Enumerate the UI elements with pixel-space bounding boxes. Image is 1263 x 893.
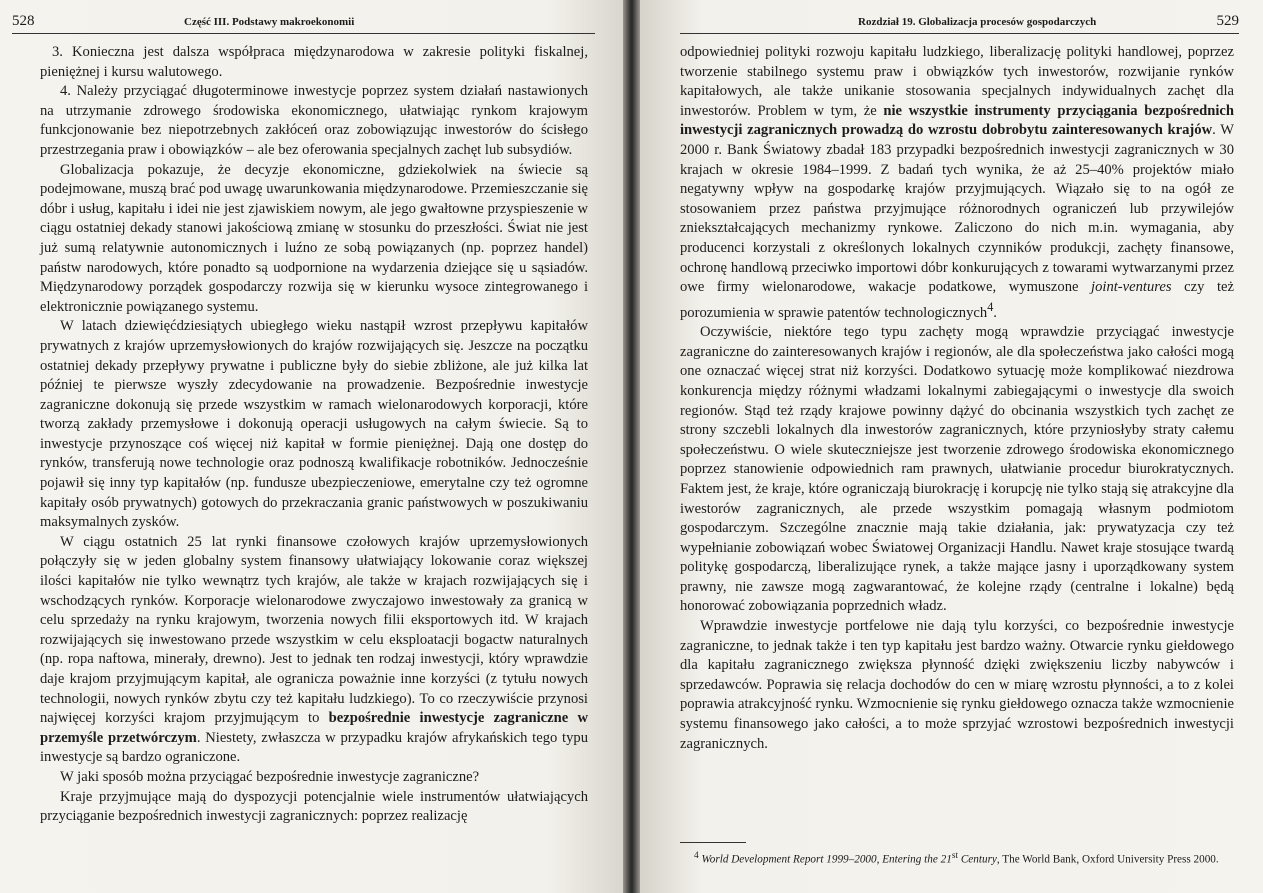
text-run: W latach dziewięćdziesiątych ubiegłego wieku nastąpił wzrost przepływu kapitałów prywatnych z krajów uprzemysłowionych do krajów rozwijających się. Jeszcze na początku ostatniej dekady przepływy prywatne i publiczne były do siebie zbliżone, ale już kilka lat później te pierwsze wyszły zdecydowanie na prowadzenie. Bezpośrednie inwestycje zagraniczne dokonują się przede wszystkim w ramach wielonarodowych korporacji, które tworzą zakłady przemysłowe i dokonują operacji usługowych na całym świecie. Są to inwestycje przynoszące coś więcej niż kapitał w formie pieniężnej. Dają one dostęp do rynków, transferują nowe technologie oraz podnoszą kwalifikacje robotników. Jednocześnie pojawił się inny typ kapitałów (np. fundusze ubezpieczeniowe, emerytalne czy też ogromne kapitały osób prywatnych) gotowych do przekraczania granic państwowych w poszukiwaniu maksymalnych zysków. [40,318,588,531]
text-run: odpowiedniej polityki rozwoju kapitału ludzkiego, liberalizację polityki handlowej, poprzez tworzenie stabilnego systemu praw i obwiązków tych inwestorów, rozwijanie rynków kapitałowych, ale także unikanie stosowania specjalnych indywidualnych zachęt dla inwestorów. Problem w tym, że [680,44,1234,119]
left-running-head: Część III. Podstawy makroekonomii [184,16,355,28]
footnote-marker: st [951,851,959,861]
paragraph [40,788,588,827]
paragraph [680,323,1234,617]
paragraph [40,768,588,788]
right-page-body [680,43,1234,754]
paragraph [680,43,1234,323]
paragraph [680,617,1234,754]
text-run: . W 2000 r. Bank Światowy zbadał 183 przypadki bezpośrednich inwestycji zagranicznych w 30 krajach w okresie 1984–1999. Z badań tych wynika, że aż 25–40% projektów miało negatywny wpływ na gospodarkę krajów przyjmujących. Wiązało się to na ogół ze stosowaniem przez państwa przyjmujące różnorodnych ograniczeń lub przywilejów zniekształcających mechanizmy rynkowe. Zaliczono do nich m.in. wymagania, aby producenci korzystali z określonych lokalnych czynników produkcji, zachęty finansowe, ochronę handlową przeciwko importowi dóbr konkurujących z towarami wytwarzanymi przez owe firmy wielonarodowe, wakacje podatkowe, wymuszone [680,122,1234,296]
right-header-rule [680,33,1239,34]
right-page [640,0,1263,893]
right-running-head: Rozdział 19. Globalizacja procesów gospodarczych [858,16,1097,28]
text-run: . Niestety, zwłaszcza w przypadku krajów afrykańskich tego typu inwestycje są bardzo ograniczone. [40,729,588,766]
paragraph [40,82,588,160]
text-run: 3. Konieczna jest dalsza współpraca międzynarodowa w zakresie polityki fiskalnej, pieniężnej i kursu walutowego. [40,44,588,80]
paragraph [40,533,588,768]
italic-text: World Development Report 1999–2000, Entering the 21 [701,853,952,866]
left-page-header [12,11,595,35]
paragraph [40,161,588,318]
bold-text: bezpośrednie inwestycje zagraniczne w przemyśle przetwórczym [40,710,588,746]
text-run: . [993,304,997,321]
text-run: 4. Należy przyciągać długoterminowe inwestycje poprzez system działań nastawionych na utrzymanie zdrowego środowiska ekonomicznego, ułatwiając rynkom krajowym funkcjonowanie bez niepotrzebnych zakłóceń oraz zobowiązując inwestorów do ścisłego przestrzegania praw i obowiązków – ale bez oferowania specjalnych zachęt lub subsydiów. [40,83,588,158]
left-page-number: 528 [12,13,35,29]
text-run: , The World Bank, Oxford University Press 2000. [996,853,1219,866]
right-page-number: 529 [1216,13,1239,29]
book-gutter [623,0,640,893]
text-run: czy też porozumienia w sprawie patentów technologicznych [680,279,1234,321]
left-header-rule [12,33,595,34]
text-run: Globalizacja pokazuje, że decyzje ekonomiczne, gdziekolwiek na świecie są podejmowane, muszą brać pod uwagę uwarunkowania międzynarodowe. Przemieszczanie się dóbr i usług, kapitału i idei nie jest zjawiskiem nowym, ale jego gwałtowne przyspieszenie w ciągu ostatniej dekady stanowi jakościową zmianę w stosunku do przeszłości. Świat nie jest już sumą relatywnie autonomicznych i luźno ze sobą powiązanych (np. poprzez handel) państw narodowych, które ponadto są uodpornione na wydarzenia dziejące się u sąsiadów. Międzynarodowy porządek gospodarczy rozwija się w kierunku wysoce zintegrowanego i elektronicznie powiązanego systemu. [40,161,588,315]
text-run: W jaki sposób można przyciągać bezpośrednie inwestycje zagraniczne? [60,768,480,785]
footnote-rule [680,842,746,843]
footnote-marker: 4 [694,851,699,861]
text-run: Wprawdzie inwestycje portfelowe nie dają tylu korzyści, co bezpośrednie inwestycje zagraniczne, to jednak także i ten typ kapitału jest bardzo ważny. Otwarcie rynku giełdowego dla kapitału zagranicznego zwiększa płynność dzięki zwiększeniu liczby nabywców i sprzedawców. Poprawia się relacja dochodów do cen w miarę wzrostu płynności, a to z kolei poprawia atrakcyjność rynku. Wzmocnienie się rynku giełdowego oznacza także wzmocnienie systemu finansowego jako całości, a to może sprzyjać wzrostowi bezpośrednich inwestycji zagranicznych. [680,618,1234,752]
right-page-header [680,11,1239,35]
left-page [0,0,623,893]
bold-text: nie wszystkie instrumenty przyciągania bezpośrednich inwestycji zagranicznych prowadzą do wzrostu dobrobytu zainteresowanych krajów [680,102,1234,139]
footnote-marker: 4 [987,299,994,314]
italic-text: joint-ventures [1091,279,1172,296]
paragraph [40,43,588,82]
text-run: Kraje przyjmujące mają do dyspozycji potencjalnie wiele instrumentów ułatwiających przyciąganie bezpośrednich inwestycji zagranicznych: poprzez realizację [40,788,588,825]
left-page-body [40,43,588,827]
italic-text: Century [958,853,997,866]
paragraph [40,317,588,533]
text-run: Oczywiście, niektóre tego typu zachęty mogą wprawdzie przyciągać inwestycje zagraniczne do zainteresowanych krajów i regionów, ale dla społeczeństwa jako całości mogą one oznaczać więcej strat niż korzyści. Dodatkowo sytuację może komplikować niezdrowa konkurencja między różnymi władzami lokalnymi zabiegającymi o inwestycje dla swoich regionów. Stąd też rządy krajowe powinny dążyć do obcinania wszystkich tych zachęt ze strony szczebli lokalnych dla inwestorów zagranicznych, które przyniosłyby straty całemu społeczeństwu. O wiele skuteczniejsze jest tworzenie zdrowego środowiska ekonomicznego poprzez stanowienie odpowiednich ram prawnych, ułatwianie procedur biurokratycznych. Faktem jest, że kraje, które ograniczają biurokrację i korupcję nie tylko stają się atrakcyjne dla iwestorów zagranicznych, ale przede wszystkim pomagają własnym podmiotom gospodarczym. Szczególne znacznie mają takie działania, jak: prywatyzacja czy też wypełnianie zobowiązań wobec Światowej Organizacji Handlu. Nawet kraje stosujące twardą politykę gospodarczą, liberalizujące rynek, a także mające jasny i uporządkowany system prawny, nie zawsze mogą zagwarantować, że kolejne rządy (centralne i lokalne) będą honorować zobowiązania poprzednich władz. [680,324,1234,615]
text-run: W ciągu ostatnich 25 lat rynki finansowe czołowych krajów uprzemysłowionych połączyły się w jeden globalny system finansowy ułatwiający lokowanie coraz większej ilości kapitałów nie tylko wewnątrz tych krajów, ale także w krajach rozwijających się i wschodzących rynków. Korporacje wielonarodowe zwyczajowo inwestowały za granicą w celu sprzedaży na rynku krajowym, tworzenia nowych filii eksportowych itd. W krajach rozwijających się inwestowano przede wszystkim w celu eksploatacji bogactw naturalnych (np. ropa naftowa, minerały, drewno). Jest to jednak ten rodzaj inwestycji, który wprawdzie daje krajom przyjmującym kapitał, ale ogranicza poważnie inne korzyści (z tytułu nowych technologii, nowych rynków zbytu czy też kapitału ludzkiego). To co rzeczywiście przynosi najwięcej korzyści krajom przyjmującym to [40,533,588,727]
footnote [680,849,1236,867]
